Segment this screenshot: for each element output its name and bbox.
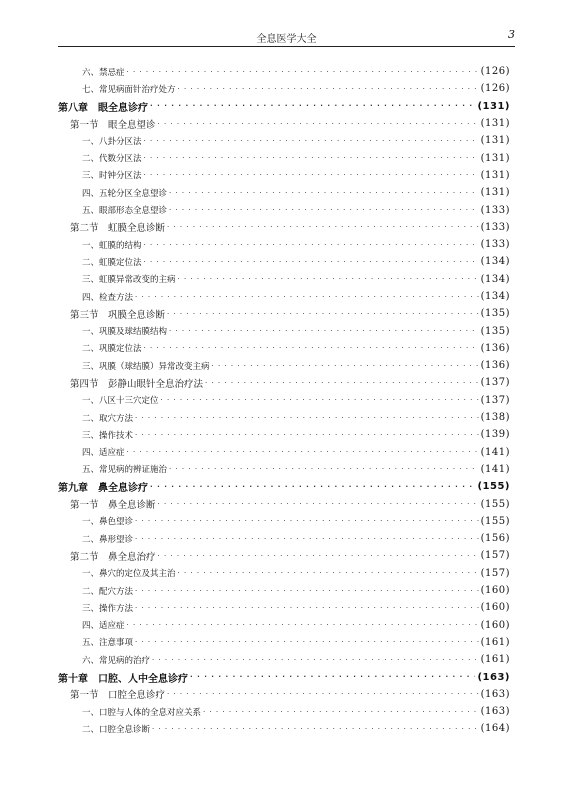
dot-leader [144,137,479,145]
toc-entry-item [58,322,510,339]
toc-entry-section [58,495,510,512]
dot-leader [169,206,479,214]
dot-leader [144,344,479,352]
dot-leader [169,327,479,335]
toc-entry-item [58,288,510,305]
toc-entry-title: 三、时钟分区法 [82,171,142,182]
toc-entry-page: (141) [480,446,510,458]
dot-leader [150,102,475,110]
toc-entry-page: (135) [480,308,510,320]
toc-entry-page: (163) [480,688,510,700]
toc-entry-title: 三、巩膜（球结膜）异常改变主病 [82,361,210,372]
toc-entry-title: 三、虹膜异常改变的主病 [82,275,176,286]
toc-entry-title: 一、鼻色望诊 [82,517,134,528]
toc-entry-item [58,201,510,218]
toc-entry-item [58,634,510,651]
toc-entry-section [58,219,510,236]
dot-leader [127,448,479,456]
toc-entry-page: (131) [480,135,510,147]
toc-entry-page: (134) [480,273,510,285]
dot-leader [144,258,479,266]
toc-entry-title: 第三节 巩膜全息诊断 [70,309,166,321]
dot-leader [150,483,475,491]
toc-entry-title: 第九章 鼻全息诊疗 [58,483,148,495]
toc-entry-item [58,340,510,357]
dot-leader [167,223,479,231]
toc-entry-item [58,357,510,374]
dot-leader [135,414,479,422]
toc-entry-page: (134) [480,256,510,268]
toc-entry-page: (160) [480,619,510,631]
toc-entry-title: 第二节 虹膜全息诊断 [70,223,166,235]
toc-entry-item [58,617,510,634]
toc-entry-page: (126) [480,66,510,78]
dot-leader [158,552,479,560]
dot-leader [203,708,479,716]
toc-entry-title: 第四节 彭静山眼针全息治疗法 [70,378,204,390]
toc-entry-title: 二、取穴方法 [82,413,134,424]
toc-entry-page: (131) [480,169,510,181]
page-number: 3 [508,28,515,41]
toc-entry-page: (139) [480,429,510,441]
toc-entry-item [58,444,510,461]
toc-entry-title: 第二节 鼻全息治疗 [70,551,156,563]
toc-entry-page: (164) [480,723,510,735]
toc-entry-item [58,703,510,720]
dot-leader [167,690,479,698]
toc-entry-item [58,565,510,582]
toc-entry-title: 四、适应症 [82,448,125,459]
dot-leader [135,638,479,646]
toc-entry-page: (161) [480,654,510,666]
toc-entry-title: 二、虹膜定位法 [82,257,142,268]
toc-entry-item [58,461,510,478]
toc-entry-section [58,547,510,564]
running-title: 全息医学大全 [256,34,317,45]
toc-entry-item [58,167,510,184]
toc-entry-item [58,253,510,270]
dot-leader [169,189,479,197]
dot-leader [161,396,479,404]
dot-leader [190,673,475,681]
dot-leader [144,154,479,162]
toc-entry-item [58,184,510,201]
toc-entry-item [58,651,510,668]
toc-entry-title: 二、巩膜定位法 [82,344,142,355]
toc-entry-title: 六、禁忌症 [82,67,125,78]
toc-entry-page: (163) [480,706,510,718]
dot-leader [127,621,479,629]
toc-entry-chapter [58,478,510,495]
toc-entry-page: (131) [477,100,510,112]
toc-entry-page: (163) [477,671,510,683]
toc-entry-title: 第八章 眼全息诊疗 [58,102,148,114]
toc-entry-item [58,149,510,166]
toc-entry-page: (160) [480,585,510,597]
toc-entry-item [58,720,510,737]
dot-leader [144,241,479,249]
toc-entry-item [58,271,510,288]
toc-entry-title: 一、巩膜及球结膜结构 [82,327,168,338]
toc-entry-item [58,132,510,149]
toc-entry-page: (161) [480,636,510,648]
toc-entry-title: 第一节 眼全息望诊 [70,119,156,131]
dot-leader [152,725,479,733]
toc-entry-title: 第一节 鼻全息诊断 [70,500,156,512]
toc-entry-title: 一、虹膜的结构 [82,240,142,251]
toc-entry-page: (131) [480,152,510,164]
toc-entry-title: 七、常见病面针治疗处方 [82,84,176,95]
toc-entry-title: 四、五轮分区全息望诊 [82,188,168,199]
toc-entry-chapter [58,668,510,685]
toc-entry-page: (136) [480,342,510,354]
toc-entry-section [58,374,510,391]
toc-entry-title: 二、鼻形望诊 [82,534,134,545]
dot-leader [158,500,479,508]
toc-entry-item [58,513,510,530]
toc-entry-title: 六、常见病的治疗 [82,655,151,666]
toc-entry-item [58,599,510,616]
dot-leader [152,656,479,664]
dot-leader [178,569,479,577]
dot-leader [135,535,479,543]
toc-entry-page: (160) [480,602,510,614]
toc-entry-page: (134) [480,291,510,302]
toc-entry-title: 三、操作技术 [82,430,134,441]
toc-entry-title: 一、八区十三穴定位 [82,396,159,407]
toc-entry-title: 一、鼻穴的定位及其主治 [82,569,176,580]
toc-entry-page: (155) [477,481,510,493]
dot-leader [127,68,479,76]
page-header [58,22,515,47]
toc-entry-page: (133) [480,204,510,216]
toc-entry-page: (126) [480,83,510,95]
toc-entry-page: (137) [480,394,510,406]
toc-entry-item [58,530,510,547]
toc-entry-title: 五、常见病的辨证施治 [82,465,168,476]
toc-entry-title: 二、配穴方法 [82,586,134,597]
dot-leader [178,85,479,93]
dot-leader [135,587,479,595]
toc-entry-title: 四、适应症 [82,621,125,632]
dot-leader [135,431,479,439]
toc-entry-item [58,426,510,443]
dot-leader [167,310,479,318]
toc-entry-item [58,236,510,253]
toc-entry-page: (131) [480,187,510,199]
toc-entry-page: (131) [480,118,510,130]
toc-entry-title: 第一节 口腔全息诊疗 [70,690,166,702]
toc-entry-page: (135) [480,325,510,337]
toc-entry-title: 三、操作方法 [82,603,134,614]
toc-entry-title: 五、眼部形态全息望诊 [82,206,168,217]
toc-entry-page: (156) [480,533,510,545]
toc-entry-page: (133) [480,221,510,233]
toc-entry-title: 四、检查方法 [82,292,134,303]
table-of-contents [58,63,510,738]
toc-entry-page: (137) [480,377,510,389]
toc-entry-chapter [58,98,510,115]
toc-entry-title: 一、口腔与人体的全息对应关系 [82,707,202,718]
toc-entry-section [58,115,510,132]
toc-entry-title: 一、八卦分区法 [82,136,142,147]
toc-entry-title: 五、注意事项 [82,638,134,649]
dot-leader [212,362,479,370]
toc-entry-page: (157) [480,567,510,579]
dot-leader [178,275,479,283]
toc-entry-page: (138) [480,412,510,424]
toc-entry-title: 二、口腔全息诊断 [82,724,151,735]
toc-entry-item [58,582,510,599]
toc-entry-item [58,80,510,97]
dot-leader [135,604,479,612]
dot-leader [135,517,479,525]
toc-entry-title: 第十章 口腔、人中全息诊疗 [58,673,188,685]
toc-entry-section [58,305,510,322]
toc-entry-page: (157) [480,550,510,562]
toc-entry-page: (155) [480,515,510,527]
dot-leader [135,293,479,301]
dot-leader [205,379,479,387]
toc-entry-section [58,686,510,703]
dot-leader [158,120,479,128]
toc-entry-item [58,409,510,426]
toc-entry-page: (141) [480,463,510,475]
toc-entry-item [58,392,510,409]
toc-entry-page: (136) [480,360,510,372]
toc-entry-page: (155) [480,498,510,510]
toc-entry-item [58,63,510,80]
toc-entry-page: (133) [480,239,510,251]
dot-leader [144,171,479,179]
dot-leader [169,465,479,473]
toc-entry-title: 二、代数分区法 [82,154,142,165]
